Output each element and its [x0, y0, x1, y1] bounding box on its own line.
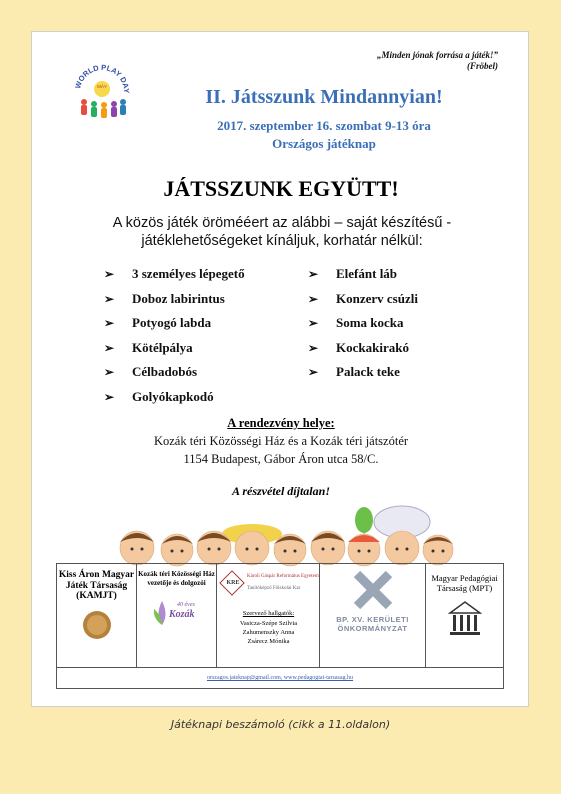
arrow-bullet-icon: ➢	[104, 365, 115, 380]
quote-author: (Fröbel)	[467, 61, 498, 71]
sponsor-kamjt	[57, 564, 137, 667]
game-name: Palack teke	[336, 364, 400, 380]
game-name: Konzerv csúzli	[336, 290, 418, 306]
contact-links[interactable]: orszagos.jateknap@gmail.com, www.pedagogiai-tarsasag.hu	[57, 667, 503, 689]
intro-line-1: A közös játék örömééert az alábbi – saját készítésű -	[112, 215, 452, 231]
games-list-right	[308, 262, 418, 385]
sponsor-kozak-haz	[137, 564, 217, 667]
kozak-logo	[137, 595, 216, 635]
kre-logo-text: KRE	[226, 580, 240, 586]
game-name: Golyókapkodó	[132, 388, 214, 404]
kozak-logo-name: Kozák	[169, 609, 195, 620]
game-name: Célbadobós	[132, 364, 198, 380]
sponsor-kre	[217, 564, 320, 667]
page-caption: Játéknapi beszámoló (cikk a 11.oldalon)	[170, 718, 391, 731]
sponsor-mpt	[426, 564, 503, 667]
arrow-bullet-icon: ➢	[104, 291, 115, 306]
xv-district-icon	[353, 570, 393, 610]
kozak-logo-anniversary: 40 éves	[177, 602, 195, 608]
intro-text	[92, 214, 472, 250]
arrow-bullet-icon: ➢	[104, 316, 115, 331]
game-name: Soma kocka	[336, 315, 404, 331]
arrow-bullet-icon: ➢	[104, 340, 115, 355]
venue-heading-text: A rendezvény helye	[227, 416, 331, 430]
list-item	[308, 311, 418, 336]
game-name: Elefánt láb	[336, 266, 398, 281]
venue-line-1: Kozák téri Közösségi Ház és a Kozák téri játszótér	[153, 434, 409, 448]
venue-heading-colon: :	[330, 416, 335, 430]
kamjt-medal-icon	[82, 610, 112, 640]
district-name-line-2: ÖNKORMÁNYZAT	[337, 624, 408, 633]
organizer-name: Vasicza-Szépe Szilvia	[239, 620, 298, 627]
list-item	[104, 287, 245, 312]
list-item	[308, 336, 418, 361]
venue-address: 1154 Budapest, Gábor Áron utca 58/C.	[183, 452, 379, 466]
free-entry-note: A részvétel díjtalan!	[231, 484, 330, 498]
sponsors-footer	[56, 563, 504, 689]
arrow-bullet-icon: ➢	[104, 267, 115, 281]
quote-text: „Minden jónak forrása a játék!”	[376, 50, 498, 60]
games-list-left	[104, 262, 245, 410]
main-heading: JÁTSSZUNK EGYÜTT!	[163, 176, 399, 201]
list-item	[104, 311, 245, 336]
arrow-bullet-icon: ➢	[308, 267, 319, 281]
arrow-bullet-icon: ➢	[308, 340, 319, 355]
sponsor-name: Kiss Áron Magyar Játék Társaság (KAMJT)	[58, 570, 135, 601]
list-item	[104, 385, 245, 410]
list-item	[308, 360, 418, 385]
list-item	[104, 262, 245, 287]
event-title: II. Játsszunk Mindannyian!	[205, 86, 443, 108]
list-item	[308, 262, 418, 287]
arrow-bullet-icon: ➢	[308, 291, 319, 306]
arrow-bullet-icon: ➢	[104, 389, 115, 404]
district-name-line-1: BP. XV. KERÜLETI	[336, 615, 409, 624]
logo-arc-text: WORLD PLAY DAY	[73, 62, 132, 94]
list-item	[104, 360, 245, 385]
organizers-label: Szervező hallgatók:	[242, 610, 295, 617]
list-item	[104, 336, 245, 361]
organizer-name: Zahumenszky Anna	[242, 629, 295, 636]
organizer-name: Zsárecz Mónika	[247, 638, 290, 645]
children-illustration	[102, 502, 462, 568]
list-item	[308, 287, 418, 312]
world-play-day-logo	[72, 52, 132, 122]
event-date: 2017. szeptember 16. szombat 9-13 óra	[217, 118, 431, 133]
event-poster	[31, 31, 529, 707]
mpt-building-icon	[448, 599, 482, 639]
arrow-bullet-icon: ➢	[308, 316, 319, 331]
venue-heading	[32, 416, 530, 431]
quote-block	[377, 50, 498, 72]
game-name: 3 személyes lépegető	[132, 266, 245, 281]
logo-center-text: MÁY	[97, 84, 107, 89]
game-name: Kockakirakó	[336, 339, 409, 355]
arrow-bullet-icon: ➢	[308, 365, 319, 380]
sponsor-name: Magyar Pedagógiai Társaság (MPT)	[431, 573, 498, 593]
intro-line-2: játéklehetőségeket kínáljuk, korhatár nélkül:	[141, 233, 423, 249]
sponsor-bp-xv	[320, 564, 426, 667]
game-name: Potyogó labda	[132, 315, 212, 331]
sponsor-name: Kozák téri Közösségi Ház vezetője és dolgozói	[138, 570, 215, 587]
game-name: Kötélpálya	[132, 339, 193, 355]
game-name: Doboz labirintus	[132, 290, 225, 306]
event-subtitle: Országos játéknap	[272, 136, 376, 151]
organizers-list	[217, 619, 320, 646]
kre-faculty: Tanítóképző Főiskolai Kar	[247, 586, 301, 591]
kre-university-name: Károli Gáspár Református Egyetem	[247, 574, 319, 579]
